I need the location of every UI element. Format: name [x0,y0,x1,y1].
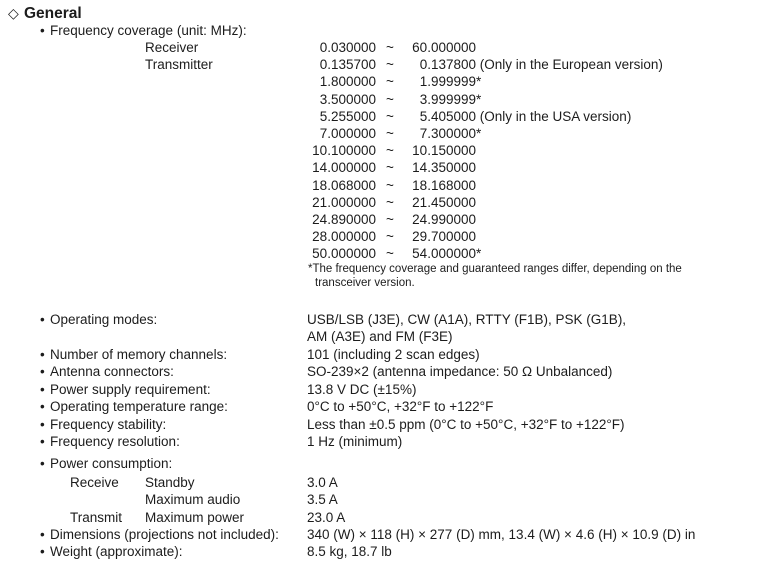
freq-to: 14.350000 [412,160,476,175]
freq-to: 60.000000 [412,40,476,55]
freq-suffix: * [476,74,482,89]
weight-value: 8.5 kg, 18.7 lb [307,544,392,559]
tilde-separator: ~ [386,126,394,141]
tilde-separator: ~ [386,143,394,158]
section-title: General [24,5,82,22]
frequency-resolution-label: Frequency resolution: [50,434,180,449]
freq-range-row [298,73,481,90]
freq-to: 10.150000 [412,143,476,158]
temperature-range-value: 0°C to +50°C, +32°F to +122°F [307,399,494,414]
freq-to: 3.999999 [419,92,476,107]
freq-to: 1.999999 [419,74,476,89]
freq-from: 5.255000 [319,109,376,124]
tilde-separator: ~ [386,195,394,210]
freq-from: 0.135700 [319,57,376,72]
memory-channels-label: Number of memory channels: [50,347,228,362]
bullet-icon: • [40,23,45,38]
pc-value: 3.0 A [307,475,338,490]
freq-range-row [298,56,663,73]
bullet-icon: • [40,347,45,362]
bullet-icon: • [40,399,45,414]
freq-range-row [298,91,481,108]
bullet-icon: • [40,434,45,449]
freq-from: 14.000000 [312,160,376,175]
bullet-icon: • [40,382,45,397]
tilde-separator: ~ [386,246,394,261]
tilde-separator: ~ [386,160,394,175]
freq-to: 21.450000 [412,195,476,210]
tilde-separator: ~ [386,212,394,227]
freq-from: 7.000000 [319,126,376,141]
power-consumption-label: Power consumption: [50,456,173,471]
frequency-stability-label: Frequency stability: [50,417,167,432]
tilde-separator: ~ [386,178,394,193]
freq-to: 29.700000 [412,229,476,244]
bullet-icon: • [40,364,45,379]
freq-range-row [298,228,476,245]
freq-from: 1.800000 [319,74,376,89]
pc-value: 3.5 A [307,492,338,507]
pc-value: 23.0 A [307,510,346,525]
receiver-label: Receiver [145,40,199,55]
freq-from: 24.890000 [312,212,376,227]
pc-condition: Standby [145,475,195,490]
freq-to: 5.405000 [419,109,476,124]
freq-suffix: (Only in the USA version) [476,109,632,124]
tilde-separator: ~ [386,74,394,89]
operating-modes-value-line2: AM (A3E) and FM (F3E) [307,329,453,344]
freq-to: 18.168000 [412,178,476,193]
tilde-separator: ~ [386,109,394,124]
dimensions-value: 340 (W) × 118 (H) × 277 (D) mm, 13.4 (W) × 4.6 (H) × 10.9 (D) in [307,527,696,542]
freq-range-row [298,125,481,142]
pc-mode: Transmit [70,510,123,525]
freq-to: 0.137800 [419,57,476,72]
power-supply-label: Power supply requirement: [50,382,211,397]
freq-range-row [298,177,476,194]
freq-suffix: * [476,92,482,107]
tilde-separator: ~ [386,92,394,107]
freq-suffix: (Only in the European version) [476,57,663,72]
freq-from: 3.500000 [319,92,376,107]
freq-to: 54.000000 [412,246,476,261]
bullet-icon: • [40,456,45,471]
bullet-icon: • [40,527,45,542]
freq-range-row [298,39,476,56]
freq-suffix: * [476,126,482,141]
temperature-range-label: Operating temperature range: [50,399,228,414]
power-supply-value: 13.8 V DC (±15%) [307,382,417,397]
freq-from: 21.000000 [312,195,376,210]
pc-condition: Maximum power [145,510,245,525]
tilde-separator: ~ [386,57,394,72]
antenna-connectors-label: Antenna connectors: [50,364,174,379]
freq-range-row [298,108,631,125]
freq-range-row [298,159,476,176]
weight-label: Weight (approximate): [50,544,183,559]
memory-channels-value: 101 (including 2 scan edges) [307,347,480,362]
dimensions-label: Dimensions (projections not included): [50,527,279,542]
tilde-separator: ~ [386,40,394,55]
antenna-connectors-value: SO-239×2 (antenna impedance: 50 Ω Unbalanced) [307,364,613,379]
pc-condition: Maximum audio [145,492,241,507]
frequency-footnote-line2: transceiver version. [315,277,415,289]
freq-from: 0.030000 [319,40,376,55]
frequency-stability-value: Less than ±0.5 ppm (0°C to +50°C, +32°F to +122°F) [307,417,625,432]
freq-from: 18.068000 [312,178,376,193]
transmitter-label: Transmitter [145,57,213,72]
freq-to: 24.990000 [412,212,476,227]
freq-range-row [298,194,476,211]
bullet-icon: • [40,544,45,559]
bullet-icon: • [40,417,45,432]
frequency-resolution-value: 1 Hz (minimum) [307,434,403,449]
frequency-footnote-line1: *The frequency coverage and guaranteed ranges differ, depending on the [308,263,682,275]
operating-modes-value-line1: USB/LSB (J3E), CW (A1A), RTTY (F1B), PSK (G1B), [307,312,627,327]
freq-suffix: * [476,246,482,261]
pc-mode: Receive [70,475,119,490]
freq-from: 50.000000 [312,246,376,261]
frequency-coverage-label: Frequency coverage (unit: MHz): [50,23,247,38]
freq-to: 7.300000 [419,126,476,141]
operating-modes-label: Operating modes: [50,312,158,327]
freq-range-row [298,211,476,228]
freq-from: 10.100000 [312,143,376,158]
freq-range-row [298,142,476,159]
diamond-icon: ◇ [8,5,19,21]
tilde-separator: ~ [386,229,394,244]
freq-from: 28.000000 [312,229,376,244]
bullet-icon: • [40,312,45,327]
freq-range-row [298,245,481,262]
